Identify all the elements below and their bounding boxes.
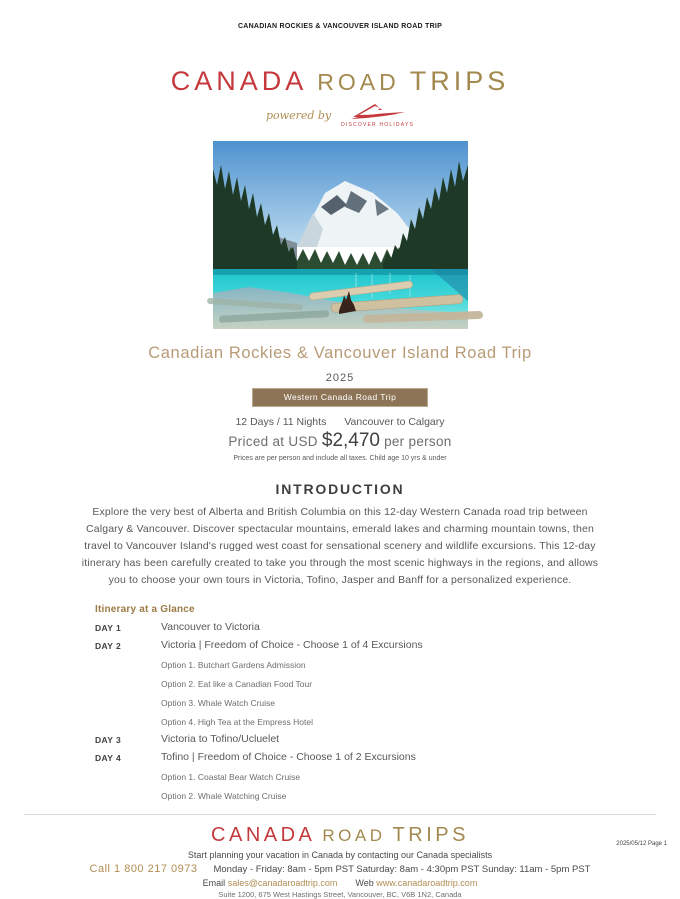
footer-tagline: Start planning your vacation in Canada by contacting our Canada specialists	[187, 850, 493, 860]
partner-logo	[341, 101, 414, 128]
price-prefix: Priced at USD	[228, 434, 318, 449]
brand-word-canada: CANADA	[211, 824, 316, 846]
option-description: Option 2. Eat like a Canadian Food Tour	[161, 679, 313, 689]
email-label: Email	[202, 878, 226, 888]
powered-by-block	[0, 101, 680, 128]
itinerary-option-row	[95, 698, 635, 708]
office-hours: Monday - Friday: 8am - 5pm PST Saturday: 8am - 4:30pm PST Sunday: 11am - 5pm PST	[213, 864, 591, 875]
phone-number[interactable]: Call 1 800 217 0973	[89, 863, 198, 875]
trip-year: 2025	[325, 372, 355, 384]
brand-logo	[0, 66, 680, 97]
brand-word-road: ROAD	[317, 69, 400, 95]
itinerary-option-row	[95, 660, 635, 670]
footer-address: Suite 1200, 675 West Hastings Street, Vancouver, BC, V6B 1N2, Canada	[218, 890, 462, 899]
itinerary-heading: Itinerary at a Glance	[95, 604, 195, 615]
web-label: Web	[355, 878, 374, 888]
brand-word-trips: TRIPS	[409, 66, 510, 96]
mountain-swoosh-icon	[349, 101, 407, 121]
footer	[0, 824, 680, 899]
day-description: Victoria | Freedom of Choice - Choose 1 of 4 Excursions	[161, 639, 423, 651]
price-note: Prices are per person and include all taxes. Child age 10 yrs & under	[233, 455, 447, 462]
email-link[interactable]: sales@canadaroadtrip.com	[227, 878, 338, 888]
itinerary-day-row	[95, 751, 635, 763]
itinerary-option-row	[95, 679, 635, 689]
footer-brand-logo	[0, 824, 680, 847]
itinerary-section	[95, 604, 635, 801]
option-description: Option 1. Butchart Gardens Admission	[161, 660, 306, 670]
website-link[interactable]: www.canadaroadtrip.com	[376, 878, 478, 888]
itinerary-option-row	[95, 717, 635, 727]
powered-by-label: powered by	[266, 109, 332, 122]
day-label: DAY 1	[95, 623, 122, 633]
hero-lake-photo	[213, 141, 468, 329]
footer-links-line	[0, 878, 680, 888]
page-header-line: CANADIAN ROCKIES & VANCOUVER ISLAND ROAD TRIP	[237, 23, 443, 30]
day-description: Victoria to Tofino/Ucluelet	[161, 733, 280, 745]
option-description: Option 2. Whale Watching Cruise	[161, 791, 287, 801]
day-label: DAY 4	[95, 753, 122, 763]
itinerary-option-row	[95, 772, 635, 782]
itinerary-option-row	[95, 791, 635, 801]
day-label: DAY 3	[95, 735, 122, 745]
brand-word-trips: TRIPS	[392, 824, 469, 846]
trip-route: Vancouver to Calgary	[344, 416, 445, 428]
introduction-paragraph: Explore the very best of Alberta and British Columbia on this 12-day Western Canada road trip between Calgary & Vancouver. Discover spectacular mountains, emerald lakes and charming mountain towns, then travel to Vancouver Island's rugged west coast for sensational scenery and wildlife excursions. This 12-day itinerary has been carefully created to take you through the most scenic highways in the regions, and allows you to choose your own tours in Victoria, Tofino, Jasper and Banff for a personalized experience.	[81, 506, 599, 586]
brand-word-canada: CANADA	[170, 66, 308, 96]
itinerary-day-row	[95, 639, 635, 651]
day-label: DAY 2	[95, 641, 122, 651]
footer-divider	[24, 814, 656, 815]
price-suffix: per person	[384, 434, 452, 449]
page-number: 2025/05/12 Page 1	[616, 841, 667, 847]
option-description: Option 4. High Tea at the Empress Hotel	[161, 717, 313, 727]
itinerary-day-row	[95, 621, 635, 633]
introduction-heading: INTRODUCTION	[275, 481, 405, 497]
trip-duration: 12 Days / 11 Nights	[235, 416, 327, 428]
footer-contact-line	[0, 863, 680, 875]
option-description: Option 3. Whale Watch Cruise	[161, 698, 276, 708]
day-description: Tofino | Freedom of Choice - Choose 1 of 2 Excursions	[161, 751, 416, 763]
brand-word-road: ROAD	[322, 826, 386, 845]
partner-name: DISCOVER HOLIDAYS	[341, 122, 414, 128]
price-amount: $2,470	[321, 430, 380, 451]
trip-price-line	[0, 430, 680, 452]
trip-meta-line	[0, 416, 680, 428]
trip-title: Canadian Rockies & Vancouver Island Road Trip	[148, 344, 532, 362]
option-description: Option 1. Coastal Bear Watch Cruise	[161, 772, 301, 782]
trip-category-badge: Western Canada Road Trip	[252, 388, 428, 407]
itinerary-day-row	[95, 733, 635, 745]
day-description: Vancouver to Victoria	[161, 621, 260, 633]
